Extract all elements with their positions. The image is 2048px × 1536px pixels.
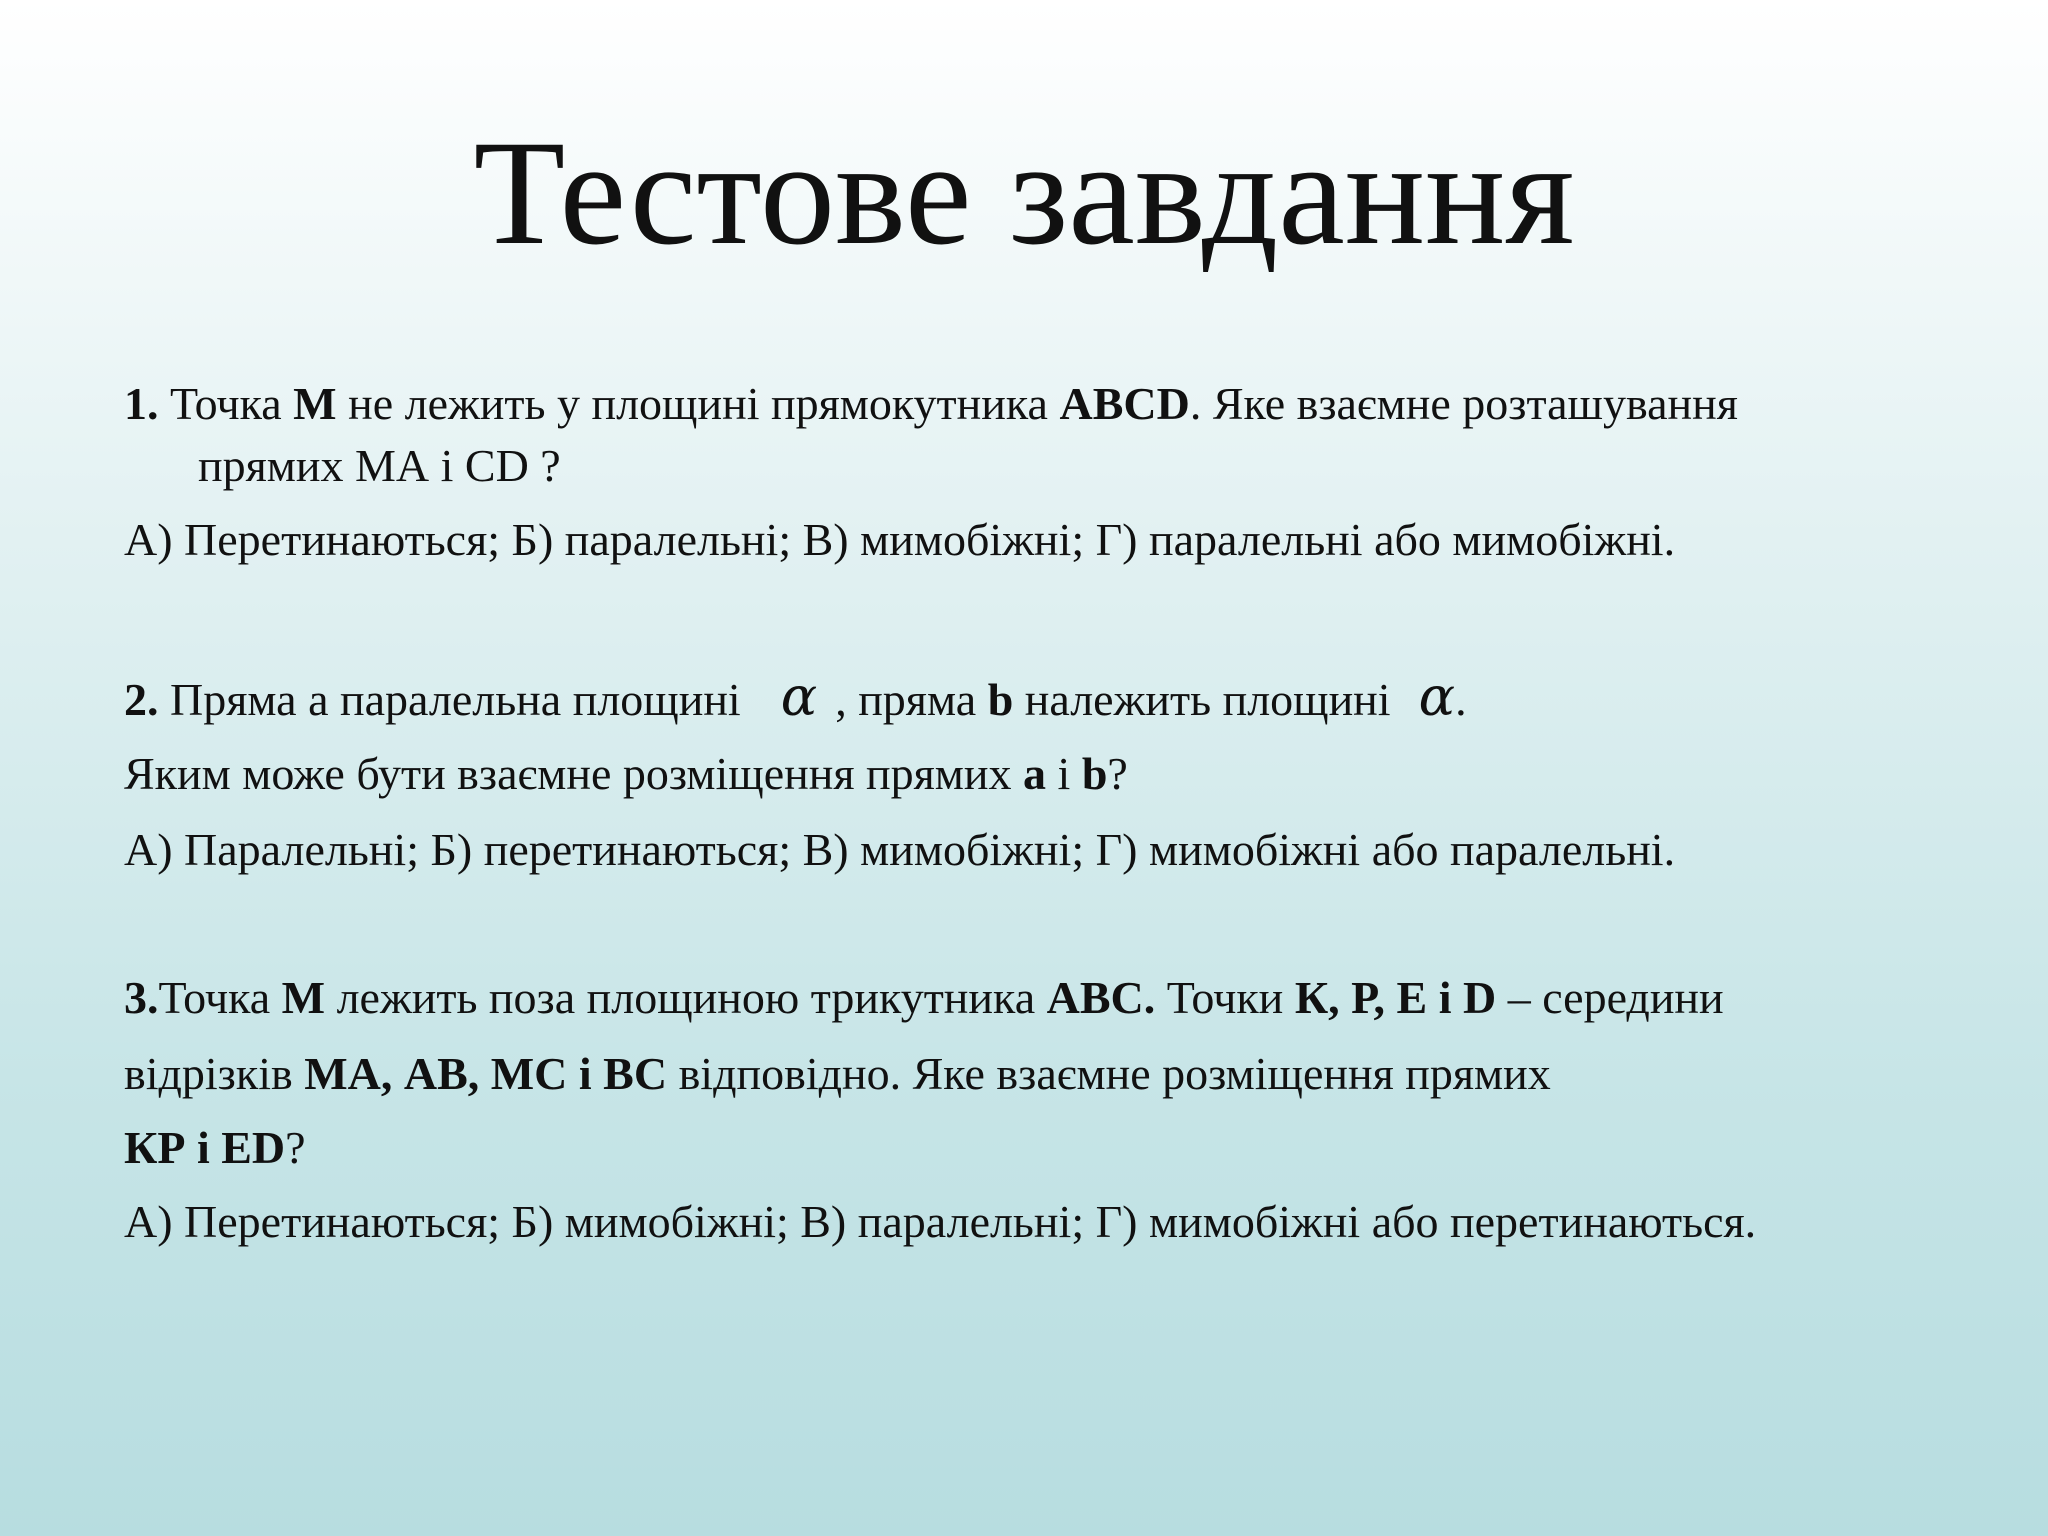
alpha-symbol: α bbox=[1418, 665, 1456, 728]
question-2-fragment: , пряма bbox=[835, 674, 988, 725]
points-label: К, Р, Е і D bbox=[1294, 972, 1497, 1023]
question-1-text-continued: прямих МА і CD ? bbox=[198, 440, 561, 491]
question-1-answers: А) Перетинаються; Б) паралельні; В) мимобіжні; Г) паралельні або мимобіжні. bbox=[124, 514, 1676, 565]
figure-label: ABCD bbox=[1059, 378, 1190, 429]
question-2-text-continued bbox=[124, 748, 1128, 801]
question-1-fragment: Точка bbox=[158, 378, 294, 429]
question-3-fragment: Точки bbox=[1155, 972, 1295, 1023]
question-2-fragment: Яким може бути взаємне розміщення прямих bbox=[124, 748, 1024, 799]
question-1-number: 1. bbox=[124, 378, 159, 429]
slide-title: Тестове завдання bbox=[473, 110, 1575, 276]
question-3-fragment: відрізків bbox=[124, 1048, 305, 1099]
segments-label: МА, АВ, МС і ВС bbox=[304, 1048, 668, 1099]
question-1-text bbox=[124, 378, 1738, 431]
line-label: b bbox=[987, 674, 1014, 725]
question-3-text-continued bbox=[124, 1048, 1551, 1101]
question-3-text-end bbox=[124, 1122, 306, 1175]
alpha-symbol: α bbox=[780, 665, 818, 728]
question-3-fragment: лежить поза площиною трикутника bbox=[325, 972, 1047, 1023]
line-label: b bbox=[1081, 748, 1108, 799]
question-3-fragment: ? bbox=[285, 1122, 306, 1173]
question-3-answers: А) Перетинаються; Б) мимобіжні; В) паралельні; Г) мимобіжні або перетинаються. bbox=[124, 1196, 1757, 1247]
question-2-fragment: . bbox=[1455, 674, 1467, 725]
question-1-fragment: не лежить у площині прямокутника bbox=[336, 378, 1060, 429]
question-3-fragment: – середини bbox=[1496, 972, 1724, 1023]
question-3-fragment: відповідно. Яке взаємне розміщення прямих bbox=[667, 1048, 1551, 1099]
question-2-fragment: і bbox=[1046, 748, 1082, 799]
point-label: М bbox=[293, 378, 337, 429]
question-2-number: 2. bbox=[124, 674, 159, 725]
question-2-fragment: ? bbox=[1107, 748, 1128, 799]
question-3-fragment: Точка bbox=[158, 972, 282, 1023]
lines-label: КР і ЕD bbox=[124, 1122, 286, 1173]
figure-label: ABC. bbox=[1046, 972, 1156, 1023]
line-label: a bbox=[1023, 748, 1047, 799]
question-3-number: 3. bbox=[124, 972, 159, 1023]
question-3-text bbox=[124, 972, 1724, 1025]
question-2-text bbox=[124, 666, 1467, 728]
question-2-answers: А) Паралельні; Б) перетинаються; В) мимобіжні; Г) мимобіжні або паралельні. bbox=[124, 824, 1676, 875]
question-1-fragment: . Яке взаємне розташування bbox=[1189, 378, 1738, 429]
point-label: M bbox=[281, 972, 326, 1023]
question-2-fragment: Пряма а паралельна площині bbox=[158, 674, 741, 725]
question-2-fragment: належить площині bbox=[1013, 674, 1391, 725]
